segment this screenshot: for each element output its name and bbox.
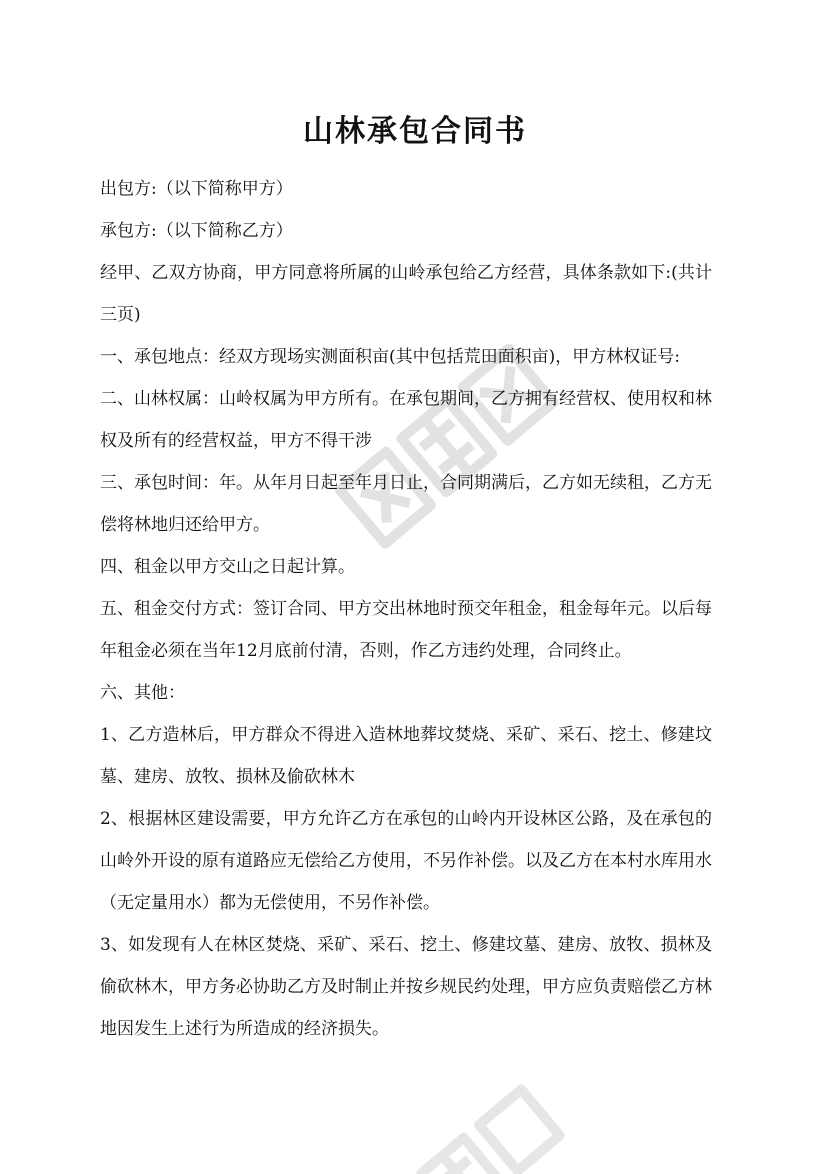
party-a-line: 出包方:（以下简称甲方） [100, 179, 293, 199]
clause-3-term: 三、承包时间：年。从年月日起至年月日止，合同期满后，乙方如无续租，乙方无偿将林地归还给甲方。 [100, 473, 712, 535]
clause-1-location: 一、承包地点：经双方现场实测面积亩(其中包括荒田面积亩)，甲方林权证号: [100, 347, 680, 367]
clause-6-item-3: 3、如发现有人在林区焚烧、采矿、采石、挖土、修建坟墓、建房、放牧、损林及偷砍林木，甲方务必协助乙方及时制止并按乡规民约处理，甲方应负责赔偿乙方林地因发生上述行为所造成的经济损失。 [100, 935, 712, 1039]
preamble-paragraph: 经甲、乙双方协商，甲方同意将所属的山岭承包给乙方经营，具体条款如下:(共计三页) [100, 263, 712, 325]
document-title: 山林承包合同书 [303, 114, 527, 149]
document-body [100, 168, 712, 1050]
clause-6-other-heading: 六、其他： [100, 683, 185, 703]
watermark-graphic-bottom [330, 1080, 590, 1174]
party-b-line: 承包方:（以下简称乙方） [100, 221, 293, 241]
clause-6-item-2: 2、根据林区建设需要，甲方允许乙方在承包的山岭内开设林区公路，及在承包的山岭外开设的原有道路应无偿给乙方使用，不另作补偿。以及乙方在本村水库用水（无定量用水）都为无偿使用，不另作补偿。 [100, 809, 712, 913]
clause-2-ownership: 二、山林权属：山岭权属为甲方所有。在承包期间，乙方拥有经营权、使用权和林权及所有的经营权益，甲方不得干涉 [100, 389, 712, 451]
clause-5-payment: 五、租金交付方式：签订合同、甲方交出林地时预交年租金，租金每年元。以后每年租金必须在当年12月底前付清，否则，作乙方违约处理，合同终止。 [100, 599, 712, 661]
clause-6-item-1: 1、乙方造林后，甲方群众不得进入造林地葬坟焚烧、采矿、采石、挖土、修建坟墓、建房、放牧、损林及偷砍林木 [100, 725, 712, 787]
clause-4-rent-start: 四、租金以甲方交山之日起计算。 [100, 557, 355, 577]
